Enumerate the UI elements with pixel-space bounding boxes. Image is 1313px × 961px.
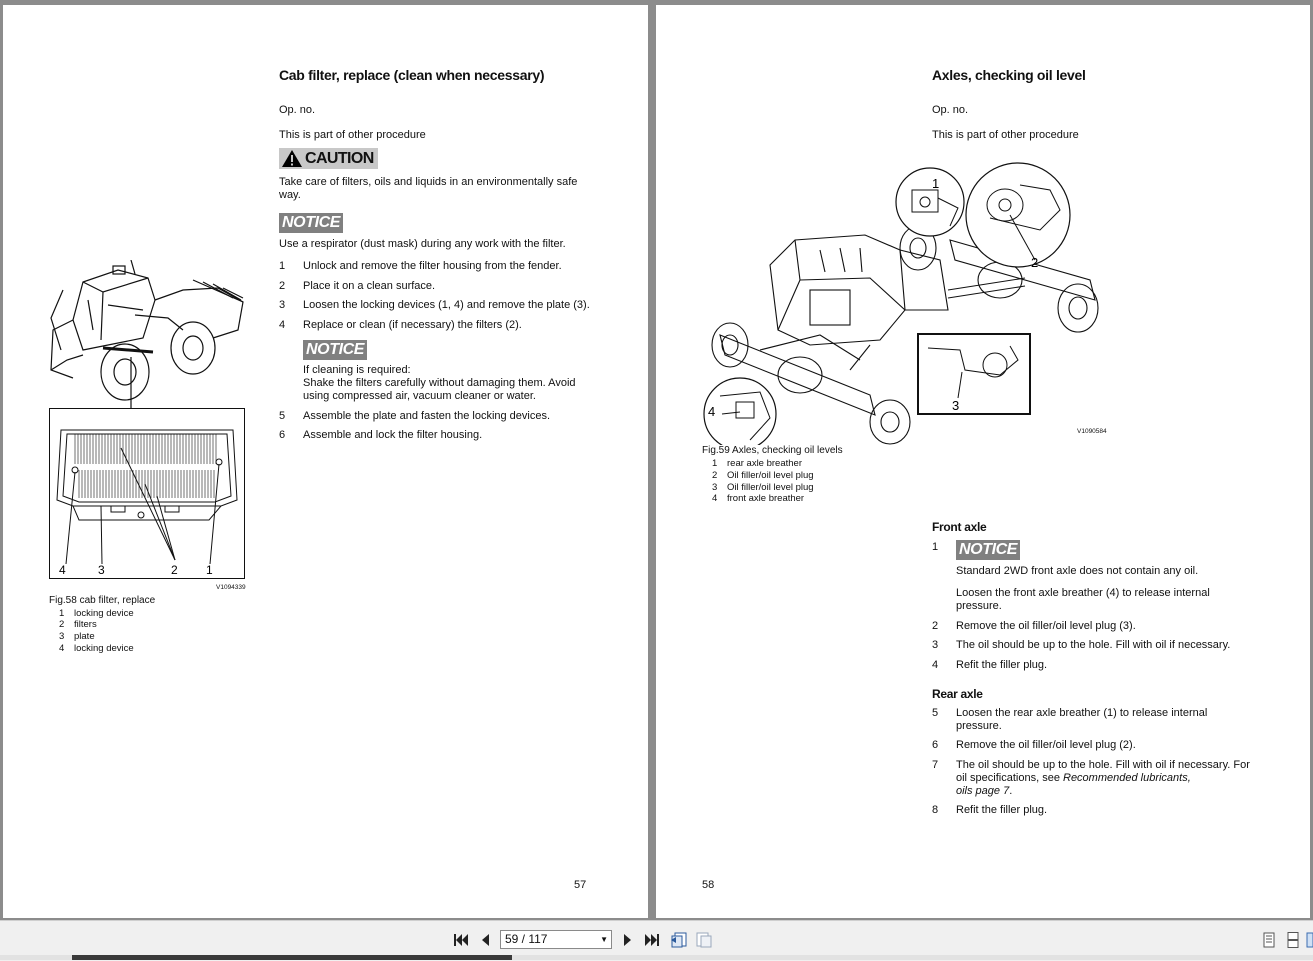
step-number: 1 — [932, 541, 939, 553]
step-item — [932, 739, 1282, 752]
legend-label: Oil filler/oil level plug — [727, 470, 814, 481]
legend-item — [712, 482, 862, 493]
callout-label: 4 — [708, 404, 716, 419]
step-item — [932, 659, 1282, 672]
caution-label: CAUTION — [305, 149, 374, 167]
legend-item — [59, 608, 199, 619]
step-item — [279, 299, 619, 312]
front-axle-heading: Front axle — [932, 520, 987, 534]
two-page-view-icon[interactable] — [1306, 931, 1313, 949]
callout-label: 1 — [206, 563, 213, 577]
legend-item — [712, 470, 862, 481]
callout-label: 3 — [98, 563, 105, 577]
legend-number: 4 — [59, 643, 65, 654]
step-number: 3 — [932, 639, 939, 651]
legend-number: 3 — [59, 631, 65, 642]
cross-reference-link[interactable]: oils page 7 — [956, 785, 1010, 797]
legend-label: plate — [74, 631, 95, 642]
step-text: Replace or clean (if necessary) the filters (2). — [303, 319, 522, 331]
chevron-down-icon[interactable]: ▼ — [600, 935, 608, 944]
page-number: 58 — [702, 879, 715, 891]
go-forward-icon[interactable] — [695, 931, 713, 949]
figure-caption: Fig.58 cab filter, replace — [49, 595, 156, 606]
figure-code: V1090584 — [1077, 428, 1107, 435]
figure-code: V1094339 — [216, 584, 246, 591]
notice-text-line: using compressed air, vacuum cleaner or water. — [303, 390, 536, 402]
part-of-text: This is part of other procedure — [279, 129, 426, 141]
step-text: The oil should be up to the hole. Fill with oil if necessary. — [956, 639, 1231, 651]
page-number-field[interactable] — [500, 930, 612, 949]
caution-text-line1: Take care of filters, oils and liquids in an environmentally safe — [279, 176, 578, 188]
step-item — [279, 429, 619, 442]
step-item — [932, 707, 1282, 733]
page-title: Cab filter, replace (clean when necessary) — [279, 67, 545, 83]
left-page — [3, 5, 648, 918]
page-indicator: 59 / 117 — [505, 932, 548, 946]
step-text: Refit the filler plug. — [956, 659, 1048, 671]
step-text: The oil should be up to the hole. Fill with oil if necessary. For — [956, 759, 1250, 771]
step-number: 2 — [932, 620, 939, 632]
step-text — [956, 772, 1191, 785]
step-number: 1 — [279, 260, 286, 272]
page-title: Axles, checking oil level — [932, 67, 1086, 83]
legend-number: 2 — [712, 470, 718, 481]
op-no: Op. no. — [932, 104, 969, 116]
step-number: 8 — [932, 804, 939, 816]
callout-label: 4 — [59, 563, 66, 577]
legend-number: 2 — [59, 619, 65, 630]
step-item — [279, 319, 619, 332]
step-item — [932, 620, 1282, 633]
next-page-icon[interactable] — [619, 931, 637, 949]
caution-badge — [279, 148, 378, 169]
notice-badge: NOTICE — [956, 540, 1020, 560]
previous-page-icon[interactable] — [476, 931, 494, 949]
legend-label: Oil filler/oil level plug — [727, 482, 814, 493]
step-number: 4 — [932, 659, 939, 671]
notice-text-line: If cleaning is required: — [303, 364, 411, 376]
part-of-text: This is part of other procedure — [932, 129, 1079, 141]
step-text: Assemble and lock the filter housing. — [303, 429, 483, 441]
notice-text-line: Shake the filters carefully without damaging them. Avoid — [303, 377, 576, 389]
first-page-icon[interactable] — [452, 931, 470, 949]
notice-text: Use a respirator (dust mask) during any work with the filter. — [279, 238, 566, 250]
legend-number: 4 — [712, 493, 718, 504]
last-page-icon[interactable] — [643, 931, 661, 949]
legend-item — [59, 643, 199, 654]
step-text: Place it on a clean surface. — [303, 280, 436, 292]
step-text: Assemble the plate and fasten the locking devices. — [303, 410, 551, 422]
rear-axle-heading: Rear axle — [932, 687, 983, 701]
horizontal-scrollbar[interactable] — [0, 955, 1313, 960]
legend-label: locking device — [74, 643, 134, 654]
step-number: 6 — [279, 429, 286, 441]
step-text-suffix: . — [1009, 785, 1013, 797]
step-item — [279, 410, 619, 423]
cross-reference-link[interactable]: Recommended lubricants, — [1063, 772, 1191, 784]
legend-number: 1 — [59, 608, 65, 619]
notice-badge: NOTICE — [279, 213, 343, 233]
warning-triangle-icon — [281, 149, 303, 168]
step-text-prefix: oil specifications, see — [956, 772, 1063, 784]
backhoe-loader-illustration — [43, 260, 253, 410]
step-item — [279, 260, 619, 273]
step-text: Loosen the rear axle breather (1) to release internal — [956, 707, 1208, 719]
notice-text: Standard 2WD front axle does not contain any oil. — [956, 565, 1199, 577]
go-back-icon[interactable] — [670, 931, 688, 949]
continuous-view-icon[interactable] — [1284, 931, 1302, 949]
legend-label: filters — [74, 619, 97, 630]
callout-label: 2 — [1031, 255, 1039, 270]
step-number: 4 — [279, 319, 286, 331]
step-text — [956, 785, 1012, 798]
single-page-view-icon[interactable] — [1260, 931, 1278, 949]
cab-filter-detail-illustration — [49, 408, 245, 580]
step-text: Remove the oil filler/oil level plug (2). — [956, 739, 1136, 751]
legend-label: rear axle breather — [727, 458, 802, 469]
right-page — [656, 5, 1310, 918]
legend-item — [59, 619, 199, 630]
callout-label: 1 — [932, 176, 940, 191]
callout-label: 3 — [952, 398, 960, 413]
step-item — [932, 804, 1282, 817]
legend-number: 1 — [712, 458, 718, 469]
op-no: Op. no. — [279, 104, 316, 116]
step-item — [279, 280, 619, 293]
step-number: 5 — [279, 410, 286, 422]
step-text: Loosen the locking devices (1, 4) and remove the plate (3). — [303, 299, 590, 311]
figure-caption: Fig.59 Axles, checking oil levels — [702, 445, 843, 456]
caution-text-line2: way. — [279, 189, 301, 201]
step-number: 2 — [279, 280, 286, 292]
step-text: Unlock and remove the filter housing from the fender. — [303, 260, 562, 272]
step-text: Loosen the front axle breather (4) to release internal — [956, 587, 1210, 599]
step-text: pressure. — [956, 600, 1002, 612]
step-text: Refit the filler plug. — [956, 804, 1048, 816]
step-text: pressure. — [956, 720, 1002, 732]
step-text: Remove the oil filler/oil level plug (3). — [956, 620, 1136, 632]
scrollbar-thumb[interactable] — [72, 955, 512, 960]
legend-item — [59, 631, 199, 642]
step-number: 5 — [932, 707, 939, 719]
legend-label: front axle breather — [727, 493, 805, 504]
callout-label: 2 — [171, 563, 178, 577]
notice-badge: NOTICE — [303, 340, 367, 360]
legend-number: 3 — [712, 482, 718, 493]
step-item — [932, 759, 1282, 798]
step-number: 3 — [279, 299, 286, 311]
axles-illustration — [700, 160, 1120, 445]
step-item — [932, 639, 1282, 652]
step-number: 6 — [932, 739, 939, 751]
legend-item — [712, 493, 862, 504]
legend-item — [712, 458, 862, 469]
legend-label: locking device — [74, 608, 134, 619]
page-number: 57 — [574, 879, 587, 891]
step-number: 7 — [932, 759, 939, 771]
